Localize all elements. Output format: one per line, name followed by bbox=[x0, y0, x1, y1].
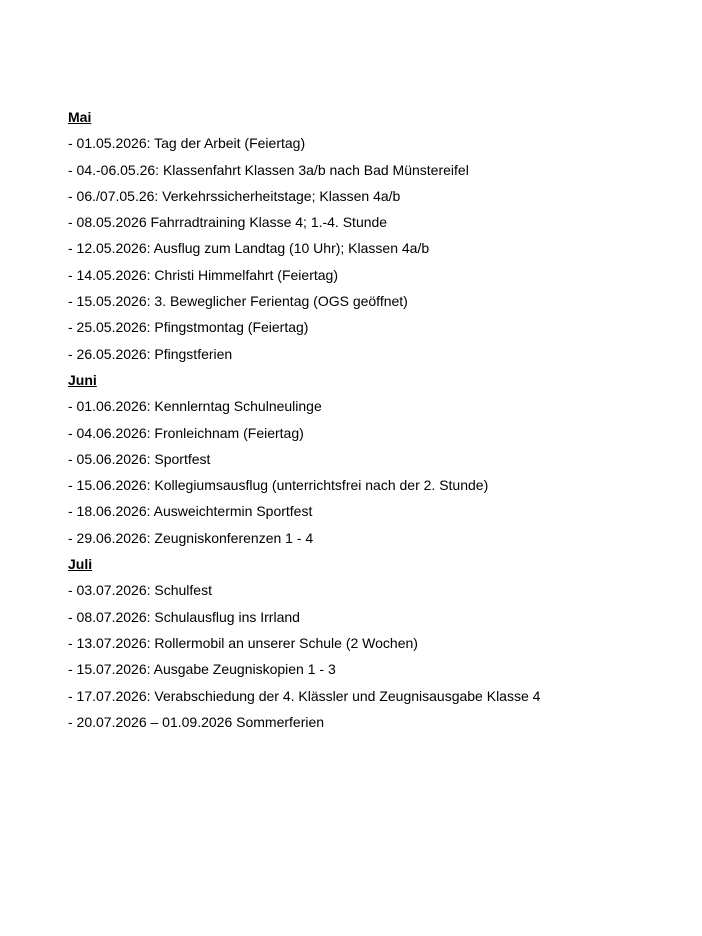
list-item: - 14.05.2026: Christi Himmelfahrt (Feiertag) bbox=[68, 266, 338, 283]
list-item: - 15.05.2026: 3. Beweglicher Ferientag (OGS geöffnet) bbox=[68, 293, 408, 310]
list-item: - 01.05.2026: Tag der Arbeit (Feiertag) bbox=[68, 135, 306, 152]
section-mai bbox=[68, 106, 688, 369]
list-item: - 18.06.2026: Ausweichtermin Sportfest bbox=[68, 503, 313, 520]
section-juli bbox=[68, 553, 688, 737]
list-item: - 03.07.2026: Schulfest bbox=[68, 582, 212, 599]
list-item: - 17.07.2026: Verabschiedung der 4. Klässler und Zeugnisausgabe Klasse 4 bbox=[68, 687, 541, 704]
list-item: - 29.06.2026: Zeugniskonferenzen 1 - 4 bbox=[68, 529, 314, 546]
list-item: - 26.05.2026: Pfingstferien bbox=[68, 345, 233, 362]
section-heading-mai: Mai bbox=[68, 109, 92, 125]
list-item: - 12.05.2026: Ausflug zum Landtag (10 Uhr); Klassen 4a/b bbox=[68, 240, 430, 257]
section-heading-juli: Juli bbox=[68, 556, 93, 573]
section-heading-juni: Juni bbox=[68, 371, 97, 388]
list-item: - 08.05.2026 Fahrradtraining Klasse 4; 1.-4. Stunde bbox=[68, 214, 388, 231]
list-item: - 04.06.2026: Fronleichnam (Feiertag) bbox=[68, 424, 304, 441]
list-item: - 13.07.2026: Rollermobil an unserer Schule (2 Wochen) bbox=[68, 634, 418, 651]
list-item: - 06./07.05.26: Verkehrssicherheitstage; Klassen 4a/b bbox=[68, 187, 401, 204]
list-item: - 08.07.2026: Schulausflug ins Irrland bbox=[68, 608, 300, 625]
section-juni bbox=[68, 369, 688, 553]
list-item: - 01.06.2026: Kennlerntag Schulneulinge bbox=[68, 398, 322, 415]
list-item: - 15.07.2026: Ausgabe Zeugniskopien 1 - 3 bbox=[68, 661, 336, 678]
list-item: - 25.05.2026: Pfingstmontag (Feiertag) bbox=[68, 319, 309, 336]
document-page bbox=[68, 106, 688, 737]
list-item: - 04.-06.05.26: Klassenfahrt Klassen 3a/b nach Bad Münstereifel bbox=[68, 161, 469, 178]
list-item: - 05.06.2026: Sportfest bbox=[68, 450, 211, 467]
list-item: - 15.06.2026: Kollegiumsausflug (unterrichtsfrei nach der 2. Stunde) bbox=[68, 477, 489, 494]
list-item: - 20.07.2026 – 01.09.2026 Sommerferien bbox=[68, 713, 325, 730]
